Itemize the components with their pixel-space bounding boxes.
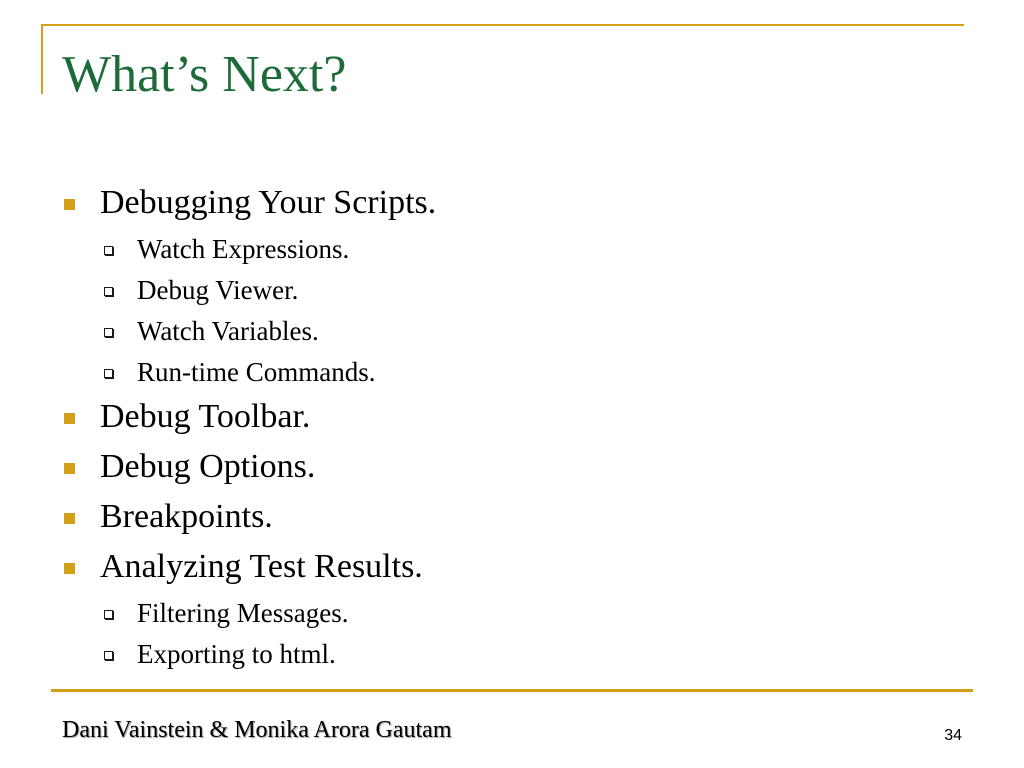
- sub-bullet-item: [0, 228, 1024, 269]
- filled-square-bullet-icon: [64, 463, 75, 474]
- hollow-square-bullet-icon: [104, 369, 113, 378]
- sub-bullet-text: Watch Expressions.: [137, 234, 350, 264]
- hollow-square-bullet-icon: [104, 328, 113, 337]
- sub-bullet-item: [0, 592, 1024, 633]
- filled-square-bullet-icon: [64, 513, 75, 524]
- title-frame-left-line: [41, 24, 43, 94]
- sub-bullet-item: [0, 633, 1024, 674]
- hollow-square-bullet-icon: [104, 651, 113, 660]
- title-frame-top-line: [41, 24, 964, 26]
- slide-title: What’s Next?: [62, 46, 347, 103]
- footer-author: Dani Vainstein & Monika Arora Gautam: [62, 717, 452, 743]
- bullet-text: Breakpoints.: [100, 498, 273, 535]
- bullet-item: [0, 442, 1024, 492]
- footer-divider: [51, 689, 973, 692]
- bullet-text: Debug Toolbar.: [100, 398, 311, 435]
- sub-bullet-text: Filtering Messages.: [137, 598, 349, 628]
- filled-square-bullet-icon: [64, 199, 75, 210]
- sub-bullet-item: [0, 351, 1024, 392]
- bullet-list: [0, 178, 1024, 674]
- sub-bullet-text: Debug Viewer.: [137, 275, 299, 305]
- bullet-item: [0, 542, 1024, 592]
- sub-bullet-item: [0, 310, 1024, 351]
- bullet-text: Debug Options.: [100, 448, 316, 485]
- bullet-item: [0, 392, 1024, 442]
- hollow-square-bullet-icon: [104, 246, 113, 255]
- sub-bullet-text: Run-time Commands.: [137, 357, 376, 387]
- page-number: 34: [944, 727, 962, 744]
- bullet-text: Analyzing Test Results.: [100, 548, 423, 585]
- filled-square-bullet-icon: [64, 413, 75, 424]
- filled-square-bullet-icon: [64, 563, 75, 574]
- hollow-square-bullet-icon: [104, 610, 113, 619]
- bullet-text: Debugging Your Scripts.: [100, 184, 437, 221]
- bullet-item: [0, 492, 1024, 542]
- sub-bullet-text: Exporting to html.: [137, 639, 336, 669]
- hollow-square-bullet-icon: [104, 287, 113, 296]
- sub-bullet-item: [0, 269, 1024, 310]
- bullet-item: [0, 178, 1024, 228]
- sub-bullet-text: Watch Variables.: [137, 316, 319, 346]
